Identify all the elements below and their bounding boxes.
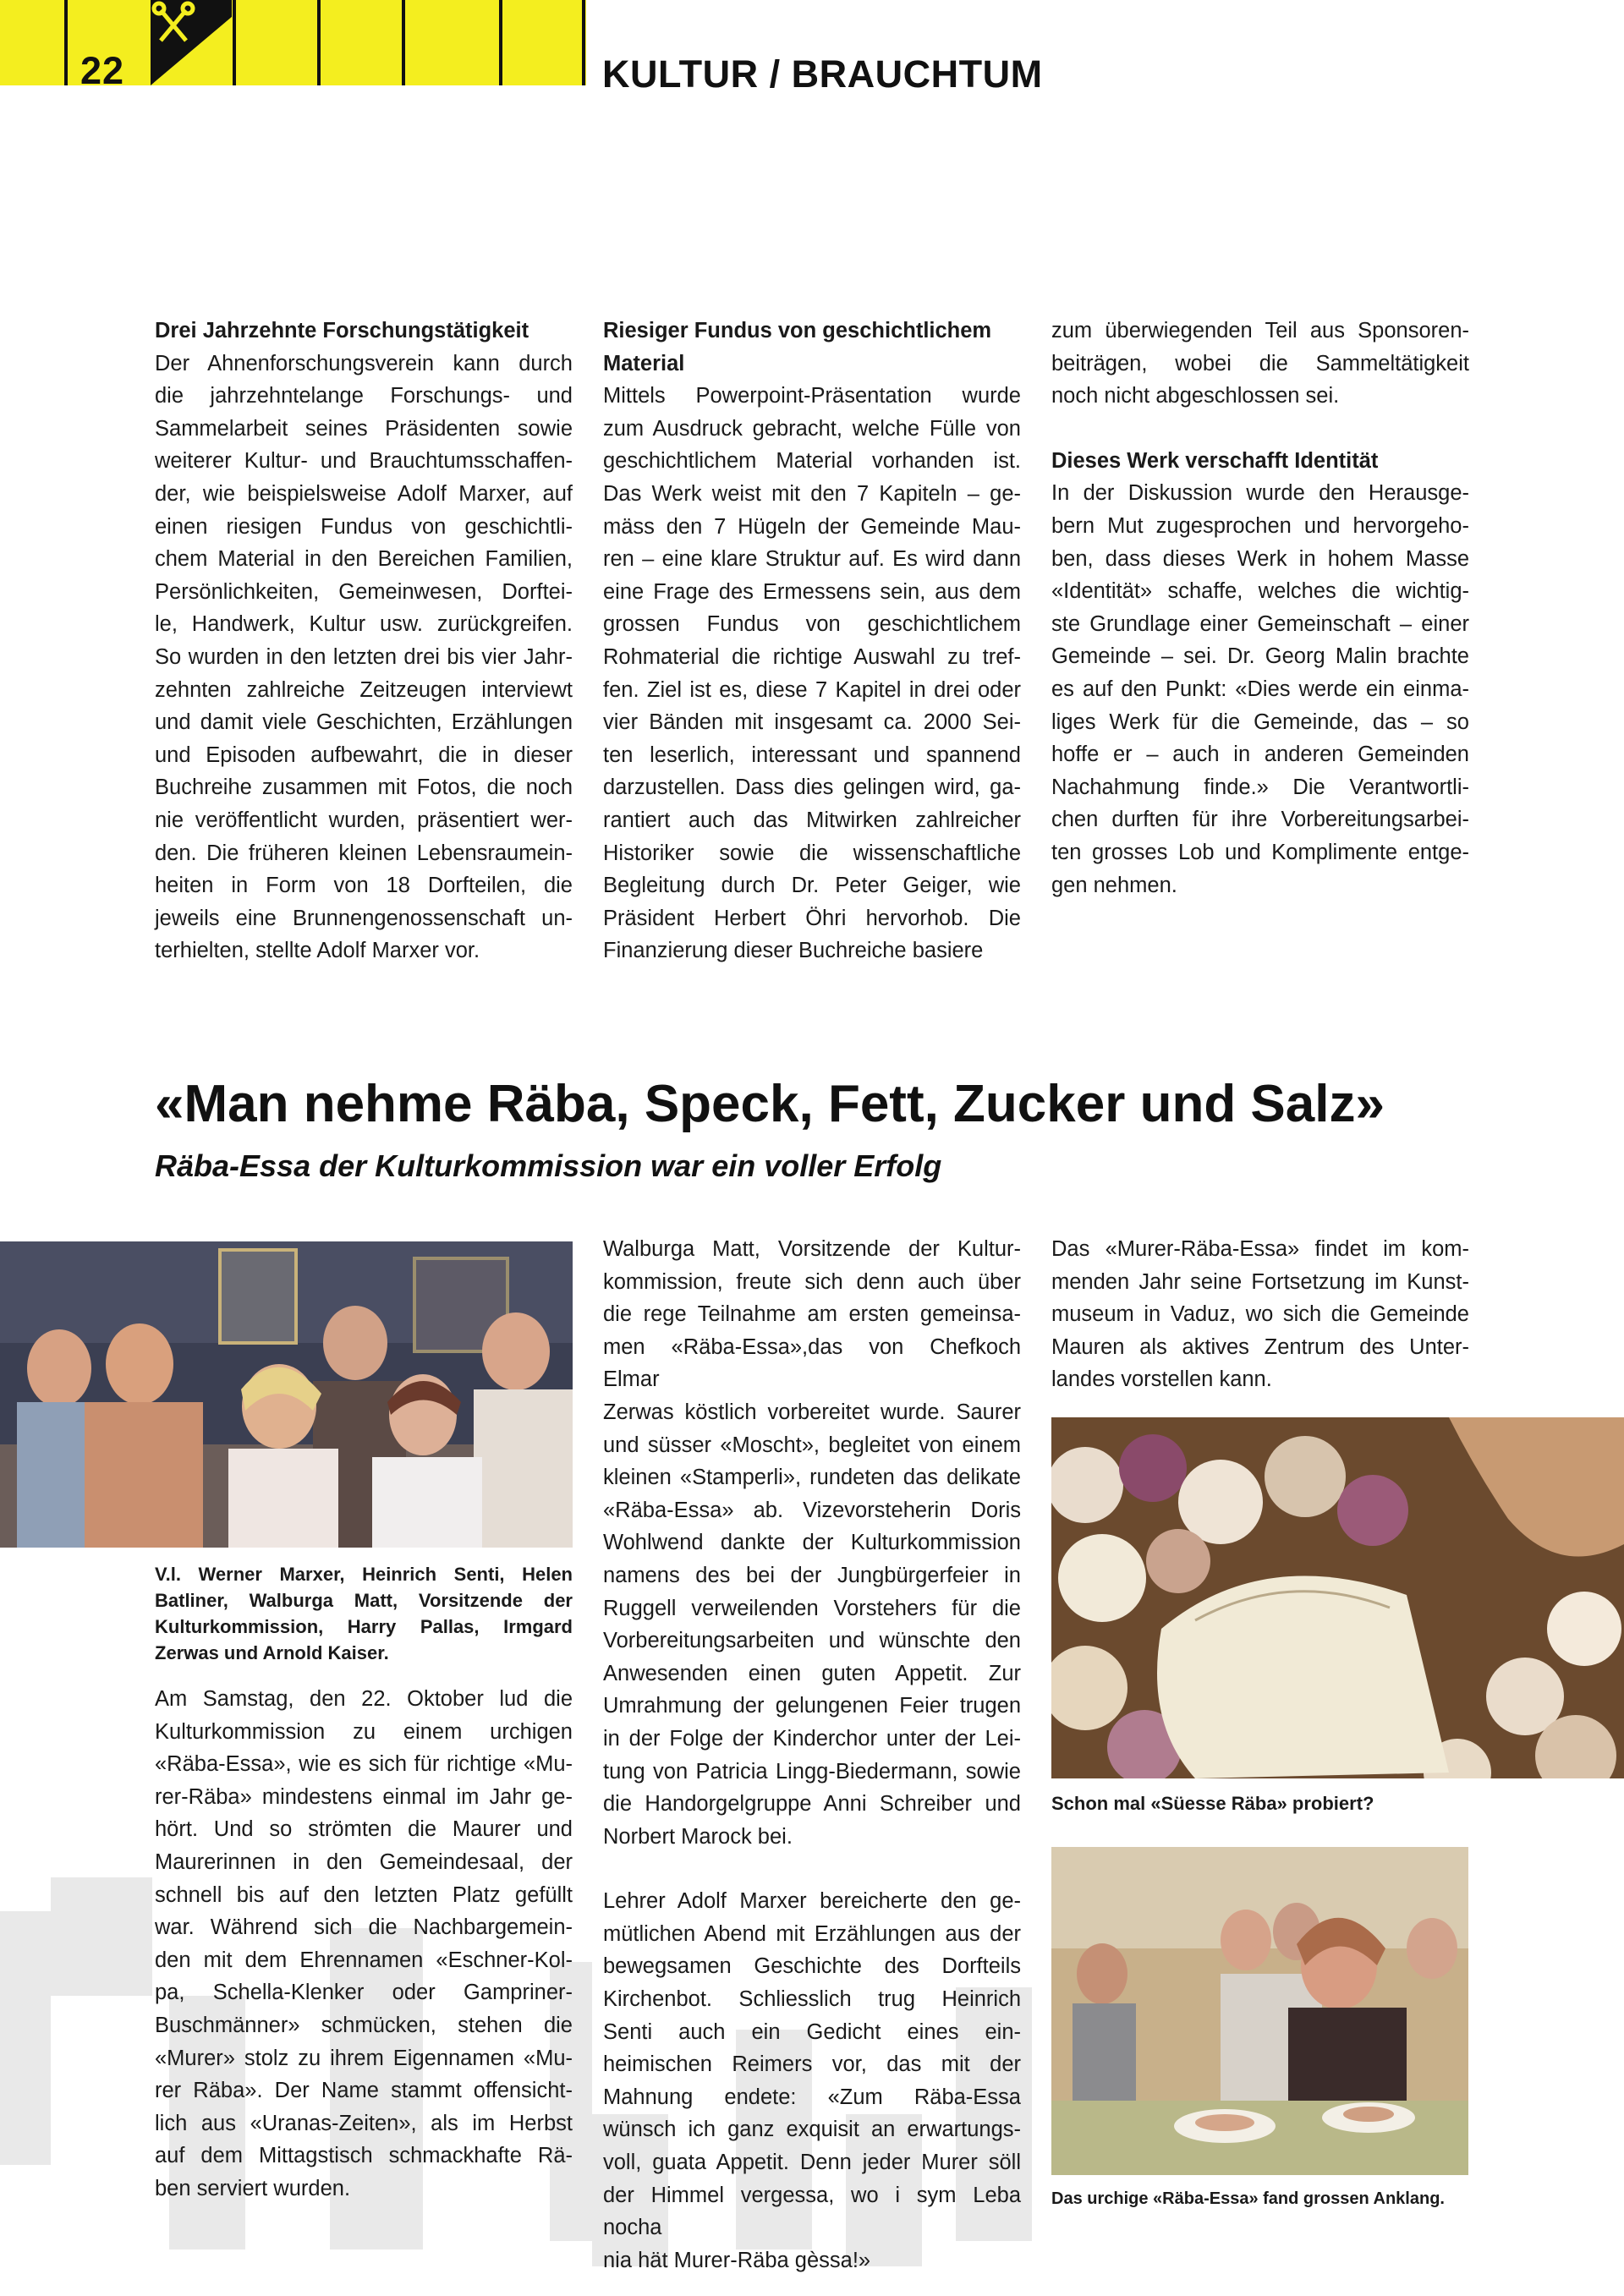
text-line: namens des bei der Jungbürgerfeier in	[603, 1563, 1021, 1587]
text-line: Rohmaterial die richtige Auswahl zu tref-	[603, 644, 1021, 669]
text-line: Walburga Matt, Vorsitzende der Kultur-	[603, 1237, 1021, 1261]
text-line: ste Grundlage einer Gemeinschaft – einer	[1051, 611, 1469, 636]
article1-column-3	[1051, 315, 1469, 901]
header-rule	[582, 0, 585, 85]
body-text	[1051, 315, 1469, 413]
text-line: liges Werk für die Gemeinde, das – so	[1051, 710, 1469, 734]
text-line: schnell bis auf den letzten Platz gefüllt	[155, 1882, 573, 1907]
text-line: Buchreihe zusammen mit Fotos, die noch	[155, 775, 573, 800]
text-line: Gemeinde – sei. Dr. Georg Malin brachte	[1051, 644, 1469, 669]
text-line: beiträgen, wobei die Sammeltätigkeit	[1051, 351, 1469, 375]
section-title: KULTUR / BRAUCHTUM	[602, 52, 1043, 96]
text-line: Mahnung endete: «Zum Räba-Essa	[603, 2085, 1021, 2109]
text-line: Senti auch ein Gedicht eines ein-	[603, 2019, 1021, 2044]
text-line: bewegsamen Geschichte des Dorfteils	[603, 1954, 1021, 1979]
text-line: rantiert auch das Mitwirken zahlreicher	[603, 808, 1021, 832]
text-line: ren – eine klare Struktur auf. Es wird dann	[603, 547, 1021, 572]
text-line: noch nicht abgeschlossen sei.	[1051, 384, 1340, 408]
group-photo	[0, 1241, 573, 1548]
text-line: gen nehmen.	[1051, 873, 1177, 897]
text-line: darzustellen. Dass dies gelingen wird, ga-	[603, 775, 1021, 800]
text-line: und süsser «Moscht», begleitet von einem	[603, 1433, 1021, 1457]
text-line: jeweils eine Brunnengenossenschaft un-	[155, 906, 573, 930]
body-text	[155, 348, 573, 967]
text-line: die Handorgelgruppe Anni Schreiber und	[603, 1792, 1021, 1817]
text-line: den. Die früheren kleinen Lebensraumein-	[155, 841, 573, 865]
text-line: hoffe er – auch in anderen Gemeinden	[1051, 743, 1469, 767]
text-line: zum Ausdruck gebracht, welche Fülle von	[603, 416, 1021, 441]
text-line: geschichtlichem Material vorhanden ist.	[603, 449, 1021, 474]
text-line: Finanzierung dieser Buchreiche basiere	[603, 939, 984, 963]
text-line: le, Handwerk, Kultur usw. zurückgreifen.	[155, 612, 573, 637]
text-line: bern Mut zugesprochen und hervorgeho-	[1051, 513, 1469, 538]
text-line: rer Räba». Der Name stammt offensicht-	[155, 2079, 573, 2103]
text-line: in der Folge der Kinderchor unter der Lei-	[603, 1726, 1021, 1751]
text-line: wünsch ich ganz exquisit an erwartungs-	[603, 2118, 1021, 2142]
subheading: Material	[603, 351, 685, 375]
text-line: eine Frage des Ermessens sein, aus dem	[603, 579, 1021, 604]
dinner-photo	[1051, 1847, 1468, 2175]
text-line: lich aus «Uranas-Zeiten», als im Herbst	[155, 2111, 573, 2135]
text-line: So wurden in den letzten drei bis vier Jahr-	[155, 644, 573, 669]
text-line: ben, dass dieses Werk in hohem Masse	[1051, 546, 1469, 571]
text-line: mäss den 7 Hügeln der Gemeinde Mau-	[603, 514, 1021, 539]
text-line: einen riesigen Fundus von geschichtli-	[155, 514, 573, 539]
text-line: war. Während sich die Nachbargemein-	[155, 1915, 573, 1940]
text-line: «Räba-Essa» ab. Vizevorsteherin Doris	[603, 1498, 1021, 1522]
text-line: Präsident Herbert Öhri hervorhob. Die	[603, 906, 1021, 930]
text-line: und damit viele Geschichten, Erzählungen	[155, 710, 573, 735]
text-line: vier Bänden mit insgesamt ca. 2000 Sei-	[603, 710, 1021, 735]
text-line: grossen Fundus von geschichtlichem	[603, 612, 1021, 637]
text-line: «Murer» stolz zu ihrem Eigennamen «Mu-	[155, 2046, 573, 2070]
article1-column-2	[603, 315, 1021, 967]
header-rule	[233, 0, 236, 85]
text-line: landes vorstellen kann.	[1051, 1367, 1272, 1392]
text-line: «Identität» schaffe, welches die wichtig-	[1051, 579, 1469, 604]
text-line: die rege Teilnahme am ersten gemeinsa-	[603, 1302, 1021, 1327]
text-line: Lehrer Adolf Marxer bereicherte den ge-	[603, 1889, 1021, 1914]
text-line: Am Samstag, den 22. Oktober lud die	[155, 1687, 573, 1711]
text-line: die jahrzehntelange Forschungs- und	[155, 384, 573, 408]
text-line: der, wie beispielsweise Adolf Marxer, auf	[155, 481, 573, 506]
subheading: Dieses Werk verschafft Identität	[1051, 448, 1379, 473]
text-line: pa, Schella-Klenker oder Gampriner-	[155, 1981, 573, 2005]
text-line: hört. Und so strömten die Maurer und	[155, 1817, 573, 1842]
text-line: museum in Vaduz, wo sich die Gemeinde	[1051, 1302, 1469, 1327]
body-text	[603, 1233, 1021, 1853]
text-line: Norbert Marock bei.	[603, 1824, 793, 1849]
turnip-photo	[1051, 1417, 1624, 1778]
text-line: Nachahmung finde.» Die Verantwortli-	[1051, 775, 1469, 799]
text-line: In der Diskussion wurde den Herausge-	[1051, 481, 1469, 506]
text-line: «Räba-Essa», wie es sich für richtige «Mu-	[155, 1752, 573, 1777]
text-line: Vorbereitungsarbeiten und wünschte den	[603, 1629, 1021, 1653]
article2-column-1	[155, 1683, 573, 2206]
subheading: Drei Jahrzehnte Forschungstätigkeit	[155, 319, 529, 342]
text-line: es auf den Punkt: «Dies werde ein einma-	[1051, 677, 1469, 701]
text-line: Buschmänner» schmücken, stehen die	[155, 2013, 573, 2037]
text-line: Sammelarbeit seines Präsidenten sowie	[155, 416, 573, 441]
header-rule	[317, 0, 321, 85]
text-line: Kirchenbot. Schliesslich trug Heinrich	[603, 1987, 1021, 2012]
body-text	[1051, 477, 1469, 901]
article-subtitle: Räba-Essa der Kulturkommission war ein voller Erfolg	[155, 1148, 942, 1183]
text-line: men «Räba-Essa»,das von Chefkoch Elmar	[603, 1334, 1021, 1392]
text-line: Umrahmung der gelungenen Feier trugen	[603, 1694, 1021, 1718]
text-line: Ruggell verweilenden Vorstehers für die	[603, 1596, 1021, 1620]
text-line: menden Jahr seine Fortsetzung im Kunst-	[1051, 1269, 1469, 1294]
article-title: «Man nehme Räba, Speck, Fett, Zucker und Salz»	[155, 1075, 1385, 1133]
body-text	[603, 380, 1021, 967]
body-text	[603, 1885, 1021, 2277]
text-line: Mauren als aktives Zentrum des Unter-	[1051, 1334, 1469, 1359]
page-number: 22	[80, 49, 125, 92]
text-line: fen. Ziel ist es, diese 7 Kapitel in drei oder	[603, 677, 1021, 702]
text-line: Mittels Powerpoint-Präsentation wurde	[603, 384, 1021, 408]
subheading: Riesiger Fundus von geschichtlichem	[603, 319, 992, 342]
text-line: mütlichen Abend mit Erzählungen aus der	[603, 1921, 1021, 1946]
text-line: heimischen Reimers vor, das mit der	[603, 2052, 1021, 2077]
text-line: Das Werk weist mit den 7 Kapiteln – ge-	[603, 481, 1021, 506]
text-line: terhielten, stellte Adolf Marxer vor.	[155, 939, 480, 963]
text-line: chen durften für ihre Vorbereitungsarbei-	[1051, 808, 1469, 832]
text-line: zehnten zahlreiche Zeitzeugen interviewt	[155, 677, 573, 702]
header-rule	[64, 0, 68, 85]
text-line: Maurerinnen in den Gemeindesaal, der	[155, 1849, 573, 1874]
text-line: zum überwiegenden Teil aus Sponsoren-	[1051, 319, 1469, 342]
text-line: tung von Patricia Lingg-Biedermann, sowie	[603, 1759, 1021, 1784]
text-line: kommission, freute sich denn auch über	[603, 1269, 1021, 1294]
text-line: Kulturkommission zu einem urchigen	[155, 1719, 573, 1744]
article2-column-2	[603, 1233, 1021, 2277]
header-rule	[402, 0, 405, 85]
text-line: Zerwas köstlich vorbereitet wurde. Saurer	[603, 1400, 1021, 1424]
text-line: ten leserlich, interessant und spannend	[603, 743, 1021, 767]
photo-caption: Schon mal «Süesse Räba» probiert?	[1051, 1793, 1374, 1814]
header-rule	[499, 0, 502, 85]
text-line: Anwesenden einen guten Appetit. Zur	[603, 1661, 1021, 1685]
text-line: ten grosses Lob und Komplimente entge-	[1051, 840, 1469, 864]
text-line: rer-Räba» mindestens einmal im Jahr ge-	[155, 1784, 573, 1809]
text-line: den mit dem Ehrennamen «Eschner-Kol-	[155, 1948, 573, 1972]
text-line: Historiker sowie die wissenschaftliche	[603, 841, 1021, 865]
text-line: Der Ahnenforschungsverein kann durch	[155, 351, 573, 375]
text-line: auf dem Mittagstisch schmackhafte Rä-	[155, 2144, 573, 2168]
text-line: weiterer Kultur- und Brauchtumsschaffen-	[155, 449, 573, 474]
text-line: nie veröffentlicht wurden, präsentiert wer-	[155, 808, 573, 832]
photo-caption: V.l. Werner Marxer, Heinrich Senti, Helen Batliner, Walburga Matt, Vorsitzende der Kulturkommission, Harry Pallas, Irmgard Zerwas und Arnold Kaiser.	[155, 1564, 573, 1663]
text-line: der Himmel vergessa, wo i sym Leba nocha	[603, 2183, 1021, 2240]
text-line: voll, guata Appetit. Denn jeder Murer söll	[603, 2151, 1021, 2175]
text-line: chem Material in den Bereichen Familien,	[155, 547, 573, 572]
article2-column-3	[1051, 1233, 1469, 1396]
text-line: nia hät Murer-Räba gèssa!»	[603, 2248, 871, 2272]
photo-caption: Das urchige «Räba-Essa» fand grossen Anklang.	[1051, 2189, 1445, 2208]
text-line: kleinen «Stamperli», rundeten das delikate	[603, 1466, 1021, 1490]
crest-icon	[151, 0, 232, 85]
text-line: ben serviert wurden.	[155, 2176, 351, 2200]
text-line: Wohlwend dankte der Kulturkommission	[603, 1531, 1021, 1555]
text-line: heiten in Form von 18 Dorfteilen, die	[155, 874, 573, 898]
article1-column-1	[155, 315, 573, 967]
text-line: Das «Murer-Räba-Essa» findet im kom-	[1051, 1237, 1469, 1261]
text-line: Persönlichkeiten, Gemeinwesen, Dorftei-	[155, 579, 573, 604]
text-line: und Episoden aufbewahrt, die in dieser	[155, 743, 573, 767]
text-line: Begleitung durch Dr. Peter Geiger, wie	[603, 874, 1021, 898]
